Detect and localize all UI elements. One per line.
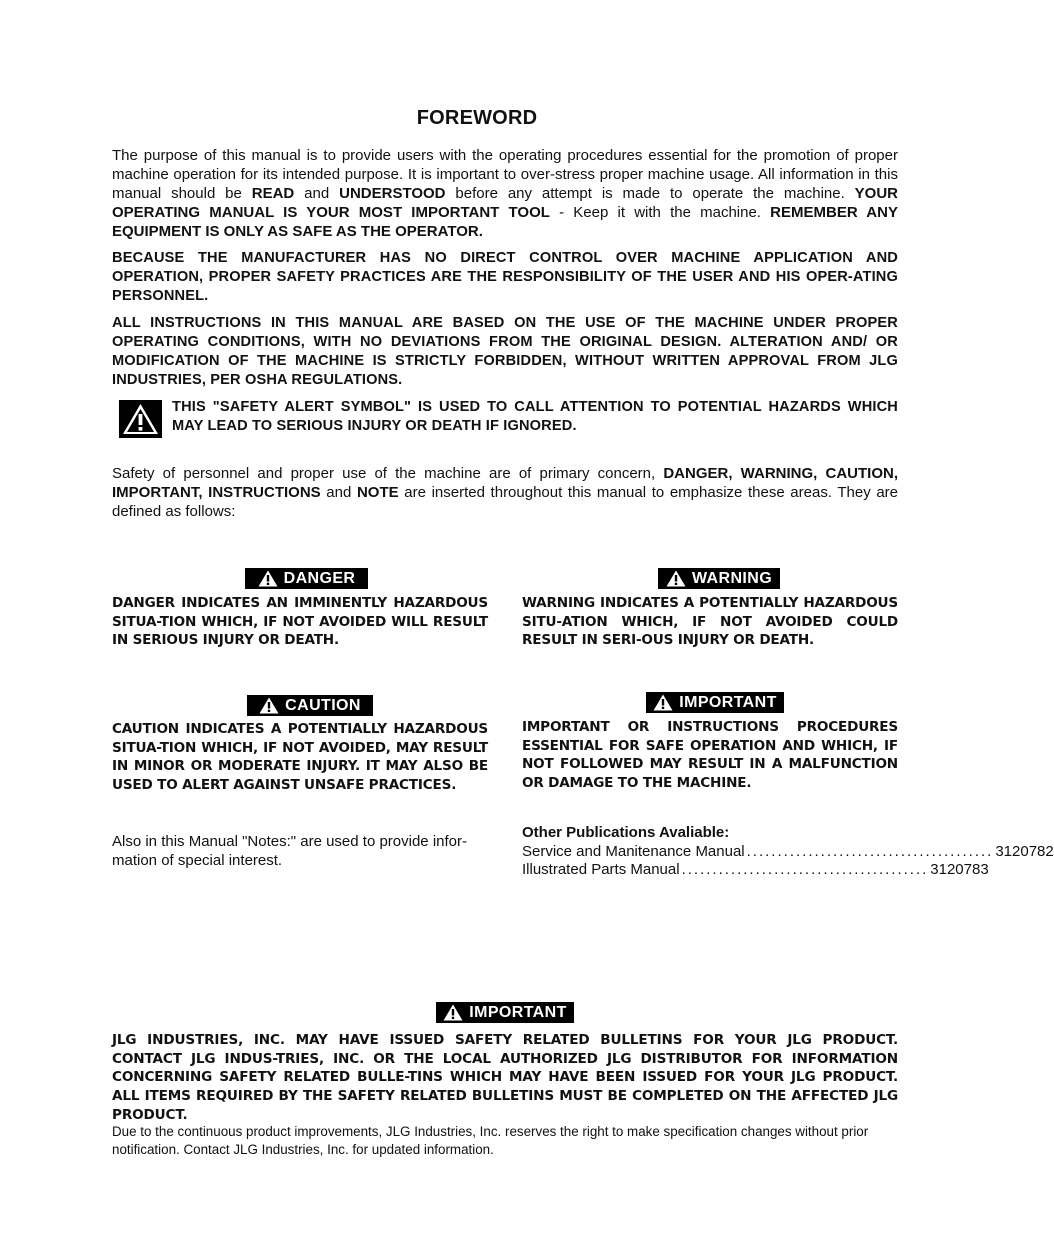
intro-text-3: before any attempt is made to operate the machine. xyxy=(445,185,855,202)
page-title: FOREWORD xyxy=(416,107,538,129)
danger-text: DANGER INDICATES AN IMMINENTLY HAZARDOUS SITUA-TION WHICH, IF NOT AVOIDED WILL RESULT IN SERIOUS INJURY OR DEATH. xyxy=(112,595,488,648)
publication-row xyxy=(522,842,1054,862)
notes-paragraph: Also in this Manual "Notes:" are used to provide infor-mation of special interest. xyxy=(112,833,467,869)
safety-alert-icon xyxy=(119,400,162,438)
warning-text: WARNING INDICATES A POTENTIALLY HAZARDOUS SITU-ATION WHICH, IF NOT AVOIDED COULD RESULT IN SERI-OUS INJURY OR DEATH. xyxy=(522,595,898,648)
publication-name: Service and Manitenance Manual xyxy=(522,842,745,860)
safety-paragraph xyxy=(112,464,898,521)
safety-text-1: Safety of personnel and proper use of the machine are of primary concern, xyxy=(112,465,664,482)
intro-bold-understood: UNDERSTOOD xyxy=(339,185,446,202)
instructions-paragraph: ALL INSTRUCTIONS IN THIS MANUAL ARE BASED ON THE USE OF THE MACHINE UNDER PROPER OPERATING CONDITIONS, WITH NO DEVIATIONS FROM THE ORIGINAL DESIGN. ALTERATION AND/ OR MODIFICATION OF THE MACHINE IS STRICTLY FORBIDDEN, WITHOUT WRITTEN APPROVAL FROM JLG INDUSTRIES, PER OSHA REGULATIONS. xyxy=(112,315,898,388)
publications-header: Other Publications Avaliable: xyxy=(522,824,730,841)
warning-triangle-icon xyxy=(666,570,686,587)
important-text: IMPORTANT OR INSTRUCTIONS PROCEDURES ESSENTIAL FOR SAFE OPERATION AND WHICH, IF NOT FOLLOWED MAY RESULT IN A MALFUNCTION OR DAMAGE TO THE MACHINE. xyxy=(522,719,898,791)
caution-label: CAUTION xyxy=(285,697,361,714)
important-label: IMPORTANT xyxy=(679,694,777,711)
warning-triangle-icon xyxy=(258,570,278,587)
caution-text: CAUTION INDICATES A POTENTIALLY HAZARDOUS SITUA-TION WHICH, IF NOT AVOIDED, MAY RESULT IN MINOR OR MODERATE INJURY. IT MAY ALSO BE USED TO ALERT AGAINST UNSAFE PRACTICES. xyxy=(112,721,488,793)
intro-bold-remember: REMEMBER ANY EQUIPMENT IS ONLY AS SAFE AS THE OPERATOR. xyxy=(112,204,898,240)
warning-triangle-icon xyxy=(259,697,279,714)
intro-bold-read: READ xyxy=(251,185,295,202)
bottom-important-label: IMPORTANT xyxy=(469,1004,567,1021)
warning-label: WARNING xyxy=(691,570,773,587)
safety-text-2: and xyxy=(320,484,357,501)
caution-label-box xyxy=(247,695,373,716)
safety-text-3: are inserted throughout this manual to emphasize these areas. They are defined as follows: xyxy=(112,484,899,520)
important-label-box xyxy=(646,692,784,713)
manufacturer-paragraph: BECAUSE THE MANUFACTURER HAS NO DIRECT CONTROL OVER MACHINE APPLICATION AND OPERATION, PROPER SAFETY PRACTICES ARE THE RESPONSIBILITY OF THE USER AND HIS OPER-ATING PERSONNEL. xyxy=(112,250,898,304)
intro-text-1: The purpose of this manual is to provide users with the operating procedures essential for the promotion of proper machine operation for its intended purpose. It is important to over-stress proper machine usage. All information in this manual should be xyxy=(112,147,898,202)
warning-label-box xyxy=(658,568,780,589)
publication-number: 3120783 xyxy=(930,861,989,878)
leader-dots: ........................................ xyxy=(746,842,994,860)
footer-note: Due to the continuous product improvements, JLG Industries, Inc. reserves the right to make specification changes without prior notification. Contact JLG Industries, Inc. for updated information. xyxy=(112,1124,869,1157)
danger-label: DANGER xyxy=(283,570,356,587)
warning-triangle-icon xyxy=(653,694,673,711)
bottom-important-label-box xyxy=(436,1002,574,1023)
warning-triangle-icon xyxy=(443,1004,463,1021)
danger-label-box xyxy=(245,568,368,589)
intro-text-4: - Keep it with the machine. xyxy=(549,204,771,221)
intro-bold-tool: YOUR OPERATING MANUAL IS YOUR MOST IMPORTANT TOOL xyxy=(112,185,898,221)
bulletins-text: JLG INDUSTRIES, INC. MAY HAVE ISSUED SAFETY RELATED BULLETINS FOR YOUR JLG PRODUCT. CONTACT JLG INDUS-TRIES, INC. OR THE LOCAL AUTHORIZED JLG DISTRIBUTOR FOR INFORMATION CONCERNING SAFETY RELATED BULLE-TINS WHICH MAY HAVE BEEN ISSUED FOR YOUR JLG PRODUCT. ALL ITEMS REQUIRED BY THE SAFETY RELATED BULLETINS MUST BE COMPLETED ON THE AFFECTED JLG PRODUCT. xyxy=(112,1032,898,1123)
leader-dots: ........................................ xyxy=(681,861,929,878)
intro-text-2: and xyxy=(294,185,340,202)
publication-row xyxy=(522,861,989,880)
publication-name: Illustrated Parts Manual xyxy=(522,861,680,878)
other-publications xyxy=(522,824,1054,880)
publication-number: 3120782 xyxy=(995,842,1054,860)
intro-paragraph xyxy=(112,146,898,241)
safety-alert-text: THIS "SAFETY ALERT SYMBOL" IS USED TO CALL ATTENTION TO POTENTIAL HAZARDS WHICH MAY LEAD TO SERIOUS INJURY OR DEATH IF IGNORED. xyxy=(172,399,898,434)
safety-bold-signals: DANGER, WARNING, CAUTION, IMPORTANT, INSTRUCTIONS xyxy=(112,465,898,501)
safety-bold-note: NOTE xyxy=(356,484,399,501)
